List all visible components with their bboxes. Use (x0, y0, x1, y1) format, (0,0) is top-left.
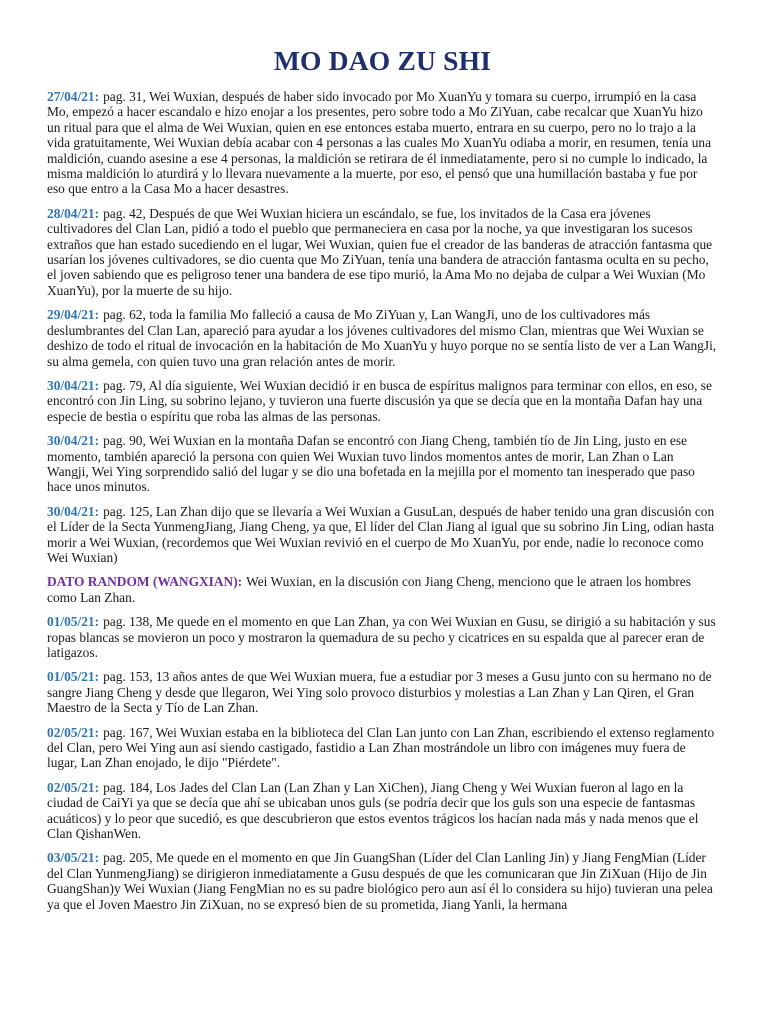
entry-paragraph (47, 206, 718, 298)
entry-paragraph (47, 89, 718, 197)
entries-list (47, 89, 718, 912)
entry-paragraph (47, 850, 718, 912)
entry-date: 30/04/21: (47, 503, 100, 519)
entry-paragraph (47, 504, 718, 566)
entry-date: 02/05/21: (47, 779, 100, 795)
entry-date: 01/05/21: (47, 669, 100, 685)
entry-paragraph (47, 378, 718, 424)
entry-paragraph (47, 725, 718, 771)
entry-text: Wei Wuxian, en la discusión con Jiang Cheng, menciono que le atraen los hombres como Lan Zhan. (47, 574, 691, 605)
document-title: MO DAO ZU SHI (273, 45, 492, 76)
entry-text: pag. 138, Me quede en el momento en que Lan Zhan, ya con Wei Wuxian en Gusu, se dirigió a su habitación y sus ropas blancas se movieron un poco y mostraron la quemadura de su pecho y cicatrices en su espalda que al parecer eran de latigazos. (47, 614, 716, 660)
entry-date: 02/05/21: (47, 724, 100, 740)
entry-date: 27/04/21: (47, 89, 100, 104)
entry-date: 01/05/21: (47, 614, 100, 630)
entry-paragraph (47, 780, 718, 842)
entry-text: pag. 90, Wei Wuxian en la montaña Dafan se encontró con Jiang Cheng, también tío de Jin Ling, justo en ese momento, también apareció la persona con quien Wei Wuxian tuvo lindos momentos antes de morir, Lan Zhan o Lan Wangji, Wei Ying sorprendido salió del lugar y se dio una bofetada en la mejilla por el momento tan inesperado que paso hace unos minutos. (47, 433, 695, 495)
entry-paragraph (47, 574, 718, 605)
entry-text: pag. 167, Wei Wuxian estaba en la biblioteca del Clan Lan junto con Lan Zhan, escribiendo el extenso reglamento del Clan, pero Wei Ying aun así siendo castigado, fastidio a Lan Zhan mostrándole un libro con imágenes muy fuera de lugar, Lan Zhan enojado, le dijo "Piérdete". (47, 724, 715, 771)
entry-paragraph (47, 307, 718, 369)
entry-text: pag. 31, Wei Wuxian, después de haber sido invocado por Mo XuanYu y tomara su cuerpo, irrumpió en la casa Mo, empezó a hacer escandalo e hizo enojar a los presentes, pero sobre todo a Mo ZiYuan, cabe recalcar que XuanYu hizo un ritual para que el alma de Wei Wuxian, quien en ese entonces estaba muerto, entrara en su cuerpo, pero no lo trajo a la vida gratuitamente, Wei Wuxian debía acabar con 4 personas a las cuales Mo XuanYu odiaba a morir, en resumen, tenía una maldición, cuando asesine a ese 4 personas, la maldición se retirara de él inmediatamente, pero si no cumple lo indicado, la misma maldición lo aturdirá y lo llevara nuevamente a la muerte, por eso, el pensó que una humillación bastaba y fue por eso que entro a la Casa Mo a hacer desastres. (47, 89, 712, 197)
entry-paragraph (47, 433, 718, 495)
entry-date: 30/04/21: (47, 377, 100, 393)
entry-date: 03/05/21: (47, 850, 100, 866)
entry-text: pag. 42, Después de que Wei Wuxian hiciera un escándalo, se fue, los invitados de la Casa era jóvenes cultivadores del Clan Lan, pidió a todo el pueblo que permaneciera en casa por la noche, ya que investigaran los sucesos extraños que han estado sucediendo en el lugar, Wei Wuxian, quien fue el creador de las banderas de atracción fantasma que usarían los jóvenes cultivadores, se dio cuenta que Mo ZiYuan, tenía una bandera de atracción fantasma oculta en su pecho, el joven sabiendo que es peligroso tener una bandera de ese tipo murió, la Ama Mo no dejaba de culpar a Wei Wuxian (Mo XuanYu), por la muerte de su hijo. (47, 205, 713, 298)
entry-text: pag. 184, Los Jades del Clan Lan (Lan Zhan y Lan XiChen), Jiang Cheng y Wei Wuxian fueron al lago en la ciudad de CaiYi ya que se decía que ahí se ubicaban unos guls (se podría decir que los guls son una especie de fantasmas acuáticos) y lo peor que sucedió, es que descubrieron que estos eventos trágicos los hacían nada más y nada menos que el Clan QishanWen. (47, 779, 699, 842)
entry-text: pag. 62, toda la familia Mo falleció a causa de Mo ZiYuan y, Lan WangJi, uno de los cultivadores más deslumbrantes del Clan Lan, apareció para ayudar a los jóvenes cultivadores del mismo Clan, mientras que Wei Wuxian se deshizo de todo el ritual de invocación en la habitación de Mo XuanYu y huyo porque no se sentía listo de ver a Lan WangJi, su alma gemela, con quien tuvo una gran relación antes de morir. (47, 307, 717, 369)
special-tag: DATO RANDOM (WANGXIAN): (47, 574, 243, 590)
entry-paragraph (47, 669, 718, 715)
entry-date: 28/04/21: (47, 205, 100, 221)
entry-text: pag. 153, 13 años antes de que Wei Wuxian muera, fue a estudiar por 3 meses a Gusu junto con su hermano no de sangre Jiang Cheng y desde que llegaron, Wei Ying solo provoco disturbios y molestias a Lan Zhan y Lan Qiren, el Gran Maestro de la Secta y Tío de Lan Zhan. (47, 669, 712, 716)
entry-paragraph (47, 614, 718, 660)
entry-text: pag. 79, Al día siguiente, Wei Wuxian decidió ir en busca de espíritus malignos para terminar con ellos, en eso, se encontró con Jin Ling, su sobrino lejano, y tuvieron una fuerte discusión ya que se decía que en la montaña Dafan hay una especie de bestia o espíritu que roba las almas de las personas. (47, 377, 712, 424)
entry-text: pag. 125, Lan Zhan dijo que se llevaría a Wei Wuxian a GusuLan, después de haber tenido una gran discusión con el Líder de la Secta YunmengJiang, Jiang Cheng, ya que, El líder del Clan Jiang al igual que su sobrino Jin Ling, odian hasta morir a Wei Wuxian, (recordemos que Wei Wuxian revivió en el cuerpo de Mo XuanYu, por ende, nadie lo reconoce como Wei Wuxian) (47, 503, 715, 565)
entry-text: pag. 205, Me quede en el momento en que Jin GuangShan (Líder del Clan Lanling Jin) y Jiang FengMian (Líder del Clan YunmengJiang) se dirigieron inmediatamente a Gusu después de que les comunicaran que Jin ZiXuan (Hijo de Jin GuangShan)y Wei Wuxian (Jiang FengMian no es su padre biológico pero aun así él lo considera su hijo) tuvieran una pelea ya que el Joven Maestro Jin ZiXuan, no se expresó bien de su prometida, Jiang Yanli, la hermana (47, 850, 713, 912)
entry-date: 30/04/21: (47, 433, 100, 449)
entry-date: 29/04/21: (47, 307, 100, 323)
